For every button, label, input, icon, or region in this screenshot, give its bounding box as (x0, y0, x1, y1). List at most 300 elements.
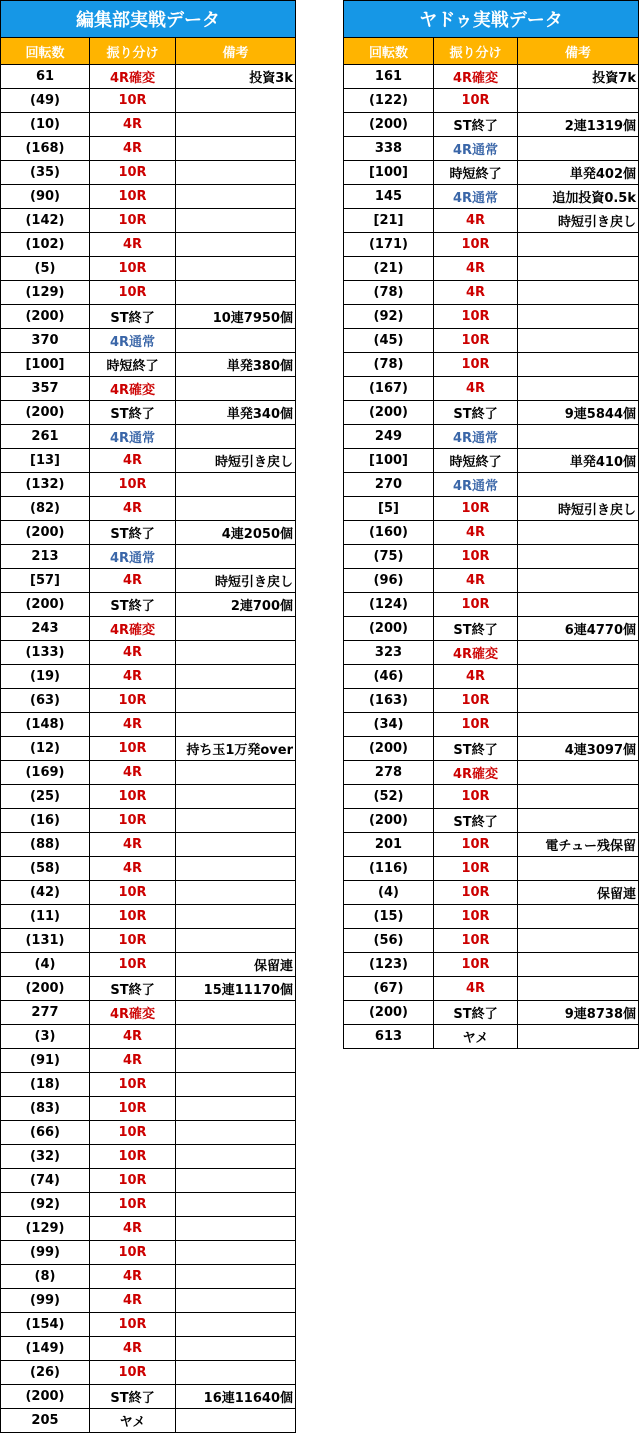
table-row (344, 521, 639, 545)
allocation-cell: 10R (90, 1121, 176, 1145)
spin-count-cell: (35) (1, 161, 90, 185)
note-cell: 追加投資0.5k (518, 185, 639, 209)
spin-count-cell: 261 (1, 425, 90, 449)
table-row (1, 521, 296, 545)
allocation-cell: 10R (434, 305, 518, 329)
spin-count-cell: (142) (1, 209, 90, 233)
table-row (1, 1337, 296, 1361)
spin-count-cell: (200) (344, 617, 434, 641)
note-cell (176, 641, 296, 665)
note-cell (176, 713, 296, 737)
allocation-cell: 10R (90, 953, 176, 977)
table-row (1, 1361, 296, 1385)
allocation-cell: 4R (434, 209, 518, 233)
note-cell (176, 617, 296, 641)
note-cell (176, 929, 296, 953)
allocation-cell: 10R (434, 785, 518, 809)
note-cell (176, 497, 296, 521)
spin-count-cell: [57] (1, 569, 90, 593)
table-row (1, 545, 296, 569)
allocation-cell: 10R (90, 161, 176, 185)
note-cell (176, 1001, 296, 1025)
note-cell (176, 1409, 296, 1433)
note-cell (176, 689, 296, 713)
note-cell (176, 1073, 296, 1097)
table-row (344, 761, 639, 785)
note-cell (176, 1313, 296, 1337)
spin-count-cell: (18) (1, 1073, 90, 1097)
allocation-cell: 10R (434, 929, 518, 953)
allocation-cell: 10R (90, 257, 176, 281)
spin-count-cell: (124) (344, 593, 434, 617)
note-cell: 4連2050個 (176, 521, 296, 545)
spin-count-cell: (200) (1, 521, 90, 545)
table-row (1, 305, 296, 329)
note-cell (518, 569, 639, 593)
allocation-cell: ST終了 (434, 1001, 518, 1025)
table-row (1, 1193, 296, 1217)
table-row (1, 401, 296, 425)
table-row (1, 809, 296, 833)
allocation-cell: 10R (90, 1361, 176, 1385)
column-header-spins: 回転数 (1, 38, 90, 65)
column-header-spins: 回転数 (344, 38, 434, 65)
spin-count-cell: (200) (1, 305, 90, 329)
allocation-cell: 4R通常 (434, 425, 518, 449)
note-cell: 投資7k (518, 65, 639, 89)
spin-count-cell: [100] (344, 161, 434, 185)
allocation-cell: 4R確変 (434, 641, 518, 665)
table-row (1, 617, 296, 641)
allocation-cell: 10R (90, 1241, 176, 1265)
allocation-cell: 10R (90, 1073, 176, 1097)
allocation-cell: 4R (90, 713, 176, 737)
note-cell (176, 281, 296, 305)
table-row (1, 113, 296, 137)
note-cell (518, 785, 639, 809)
spin-count-cell: (169) (1, 761, 90, 785)
table-row (1, 1097, 296, 1121)
table-row (344, 305, 639, 329)
note-cell: 時短引き戻し (176, 449, 296, 473)
table-row (1, 329, 296, 353)
table-row (1, 689, 296, 713)
table-title: ヤドゥ実戦データ (344, 1, 639, 38)
spin-count-cell: (63) (1, 689, 90, 713)
table-row (344, 641, 639, 665)
allocation-cell: 10R (434, 953, 518, 977)
note-cell: 電チュー残保留 (518, 833, 639, 857)
note-cell: 4連3097個 (518, 737, 639, 761)
allocation-cell: 4R (90, 857, 176, 881)
spin-count-cell: (75) (344, 545, 434, 569)
note-cell: 16連11640個 (176, 1385, 296, 1409)
table-row (344, 401, 639, 425)
note-cell (518, 929, 639, 953)
note-cell (176, 1337, 296, 1361)
spin-count-cell: (3) (1, 1025, 90, 1049)
table-row (1, 785, 296, 809)
spin-count-cell: 61 (1, 65, 90, 89)
table-row (1, 281, 296, 305)
spin-count-cell: (200) (1, 593, 90, 617)
note-cell: 保留連 (518, 881, 639, 905)
table-row (1, 473, 296, 497)
note-cell (518, 857, 639, 881)
table-row (1, 377, 296, 401)
spin-count-cell: (200) (344, 737, 434, 761)
spin-count-cell: 278 (344, 761, 434, 785)
note-cell (176, 1265, 296, 1289)
column-header-notes: 備考 (518, 38, 639, 65)
table-row (1, 1265, 296, 1289)
table-row (1, 89, 296, 113)
table-row (1, 233, 296, 257)
table-row (344, 977, 639, 1001)
allocation-cell: 10R (90, 737, 176, 761)
spin-count-cell: (52) (344, 785, 434, 809)
allocation-cell: 4R (434, 257, 518, 281)
table-body (1, 65, 296, 1433)
spin-count-cell: (8) (1, 1265, 90, 1289)
allocation-cell: 10R (90, 1313, 176, 1337)
spin-count-cell: (88) (1, 833, 90, 857)
note-cell: 10連7950個 (176, 305, 296, 329)
spin-count-cell: 370 (1, 329, 90, 353)
spin-count-cell: 277 (1, 1001, 90, 1025)
spin-count-cell: 205 (1, 1409, 90, 1433)
note-cell (176, 113, 296, 137)
allocation-cell: 10R (90, 929, 176, 953)
note-cell (518, 473, 639, 497)
table-row (1, 497, 296, 521)
table-row (344, 785, 639, 809)
spin-count-cell: 243 (1, 617, 90, 641)
allocation-cell: 10R (90, 785, 176, 809)
note-cell (518, 953, 639, 977)
table-row (344, 89, 639, 113)
note-cell (176, 425, 296, 449)
table-row (344, 209, 639, 233)
table-row (344, 689, 639, 713)
table-row (1, 905, 296, 929)
note-cell (518, 425, 639, 449)
spin-count-cell: (92) (344, 305, 434, 329)
allocation-cell: 10R (434, 233, 518, 257)
allocation-cell: 10R (434, 545, 518, 569)
spin-count-cell: (32) (1, 1145, 90, 1169)
note-cell (176, 809, 296, 833)
note-cell (176, 1361, 296, 1385)
table-row (1, 137, 296, 161)
allocation-cell: 10R (90, 1193, 176, 1217)
note-cell (518, 521, 639, 545)
note-cell (518, 257, 639, 281)
note-cell (176, 881, 296, 905)
spin-count-cell: (90) (1, 185, 90, 209)
table-row (1, 1169, 296, 1193)
note-cell (518, 137, 639, 161)
spin-count-cell: (200) (1, 977, 90, 1001)
table-row (1, 1001, 296, 1025)
allocation-cell: 10R (434, 833, 518, 857)
spin-count-cell: (91) (1, 1049, 90, 1073)
allocation-cell: 4R (90, 1265, 176, 1289)
spin-count-cell: [5] (344, 497, 434, 521)
note-cell (518, 593, 639, 617)
table-row (1, 569, 296, 593)
spin-count-cell: (131) (1, 929, 90, 953)
table-row (344, 329, 639, 353)
note-cell: 投資3k (176, 65, 296, 89)
spin-count-cell: (74) (1, 1169, 90, 1193)
spin-count-cell: 145 (344, 185, 434, 209)
table-row (1, 641, 296, 665)
allocation-cell: 4R (434, 377, 518, 401)
spin-count-cell: (200) (344, 1001, 434, 1025)
spin-count-cell: (26) (1, 1361, 90, 1385)
table-row (1, 1217, 296, 1241)
note-cell (176, 209, 296, 233)
note-cell (518, 353, 639, 377)
note-cell (518, 545, 639, 569)
spin-count-cell: (129) (1, 281, 90, 305)
note-cell (176, 833, 296, 857)
table-row (1, 953, 296, 977)
note-cell (176, 1049, 296, 1073)
spin-count-cell: (92) (1, 1193, 90, 1217)
table-row (1, 1313, 296, 1337)
spin-count-cell: (4) (1, 953, 90, 977)
table-row (1, 65, 296, 89)
note-cell (518, 689, 639, 713)
spin-count-cell: (99) (1, 1289, 90, 1313)
spin-count-cell: (122) (344, 89, 434, 113)
allocation-cell: 4R通常 (434, 137, 518, 161)
spin-count-cell: (83) (1, 1097, 90, 1121)
allocation-cell: 4R (90, 1217, 176, 1241)
allocation-cell: 10R (90, 473, 176, 497)
table-row (1, 449, 296, 473)
note-cell (176, 137, 296, 161)
allocation-cell: 4R通常 (90, 329, 176, 353)
allocation-cell: 10R (90, 905, 176, 929)
table-row (344, 737, 639, 761)
note-cell (176, 1217, 296, 1241)
table-body (344, 65, 639, 1049)
allocation-cell: 時短終了 (90, 353, 176, 377)
table-row (344, 713, 639, 737)
note-cell (518, 89, 639, 113)
note-cell (518, 761, 639, 785)
spin-count-cell: (11) (1, 905, 90, 929)
note-cell (176, 1193, 296, 1217)
allocation-cell: 4R (90, 833, 176, 857)
table-row (344, 281, 639, 305)
spin-count-cell: 201 (344, 833, 434, 857)
note-cell (176, 1025, 296, 1049)
note-cell (518, 809, 639, 833)
note-cell (176, 161, 296, 185)
spin-count-cell: 323 (344, 641, 434, 665)
note-cell (176, 473, 296, 497)
spin-count-cell: (45) (344, 329, 434, 353)
column-header-allocation: 振り分け (90, 38, 176, 65)
allocation-cell: ST終了 (90, 521, 176, 545)
spin-count-cell: 357 (1, 377, 90, 401)
allocation-cell: 10R (90, 809, 176, 833)
allocation-cell: 時短終了 (434, 449, 518, 473)
note-cell (176, 545, 296, 569)
spin-count-cell: (66) (1, 1121, 90, 1145)
table-row (1, 857, 296, 881)
column-header-notes: 備考 (176, 38, 296, 65)
table-row (1, 833, 296, 857)
allocation-cell: ST終了 (90, 977, 176, 1001)
allocation-cell: ヤメ (90, 1409, 176, 1433)
allocation-cell: 10R (90, 1145, 176, 1169)
allocation-cell: 10R (90, 89, 176, 113)
table-row (344, 905, 639, 929)
allocation-cell: 10R (90, 185, 176, 209)
note-cell: 時短引き戻し (518, 209, 639, 233)
spin-count-cell: (163) (344, 689, 434, 713)
allocation-cell: 4R確変 (434, 761, 518, 785)
note-cell (176, 905, 296, 929)
spin-count-cell: (25) (1, 785, 90, 809)
spin-count-cell: (149) (1, 1337, 90, 1361)
note-cell: 単発340個 (176, 401, 296, 425)
table-row (1, 1121, 296, 1145)
allocation-cell: 4R (90, 113, 176, 137)
allocation-cell: ST終了 (90, 593, 176, 617)
spin-count-cell: (4) (344, 881, 434, 905)
spin-count-cell: (123) (344, 953, 434, 977)
allocation-cell: 4R (90, 1337, 176, 1361)
note-cell (176, 329, 296, 353)
spin-count-cell: (200) (1, 401, 90, 425)
note-cell (176, 761, 296, 785)
note-cell (518, 281, 639, 305)
allocation-cell: 4R通常 (434, 473, 518, 497)
allocation-cell: 4R通常 (90, 425, 176, 449)
table-row (1, 1385, 296, 1409)
spin-count-cell: 613 (344, 1025, 434, 1049)
table-row (1, 353, 296, 377)
allocation-cell: 4R (90, 1049, 176, 1073)
table-row (344, 1001, 639, 1025)
spin-count-cell: (200) (344, 401, 434, 425)
table-row (344, 545, 639, 569)
spin-count-cell: (116) (344, 857, 434, 881)
spin-count-cell: (132) (1, 473, 90, 497)
note-cell (176, 185, 296, 209)
spin-count-cell: (56) (344, 929, 434, 953)
allocation-cell: 4R (434, 569, 518, 593)
table-row (344, 185, 639, 209)
table-row (1, 1073, 296, 1097)
spin-count-cell: (133) (1, 641, 90, 665)
note-cell (176, 1121, 296, 1145)
note-cell (176, 377, 296, 401)
note-cell (518, 233, 639, 257)
spin-count-cell: (168) (1, 137, 90, 161)
note-cell (176, 857, 296, 881)
allocation-cell: 10R (90, 1169, 176, 1193)
allocation-cell: 4R (434, 281, 518, 305)
table-row (344, 137, 639, 161)
spin-count-cell: (12) (1, 737, 90, 761)
column-header-allocation: 振り分け (434, 38, 518, 65)
allocation-cell: 10R (434, 857, 518, 881)
spin-count-cell: 213 (1, 545, 90, 569)
note-cell: 時短引き戻し (518, 497, 639, 521)
allocation-cell: ST終了 (434, 737, 518, 761)
note-cell (176, 89, 296, 113)
spin-count-cell: [100] (344, 449, 434, 473)
table-row (1, 1409, 296, 1433)
spin-count-cell: (16) (1, 809, 90, 833)
allocation-cell: ST終了 (90, 305, 176, 329)
note-cell: 2連700個 (176, 593, 296, 617)
spin-count-cell: (96) (344, 569, 434, 593)
table-row (344, 809, 639, 833)
spin-count-cell: 161 (344, 65, 434, 89)
note-cell: 6連4770個 (518, 617, 639, 641)
allocation-cell: 4R確変 (90, 377, 176, 401)
allocation-cell: 4R (90, 761, 176, 785)
allocation-cell: 4R (90, 665, 176, 689)
note-cell (176, 257, 296, 281)
allocation-cell: 4R通常 (434, 185, 518, 209)
note-cell (518, 329, 639, 353)
allocation-cell: 10R (90, 881, 176, 905)
table-row (344, 65, 639, 89)
table-row (344, 1025, 639, 1049)
allocation-cell: ST終了 (434, 617, 518, 641)
allocation-cell: 4R確変 (90, 65, 176, 89)
table-row (1, 593, 296, 617)
table-row (344, 617, 639, 641)
table-row (1, 425, 296, 449)
spin-count-cell: (82) (1, 497, 90, 521)
spin-count-cell: 338 (344, 137, 434, 161)
allocation-cell: 4R (434, 521, 518, 545)
allocation-cell: 4R確変 (90, 1001, 176, 1025)
yadu-data-table (343, 0, 639, 1049)
note-cell (176, 1289, 296, 1313)
spin-count-cell: (67) (344, 977, 434, 1001)
allocation-cell: 10R (90, 281, 176, 305)
spin-count-cell: (78) (344, 353, 434, 377)
note-cell: 単発380個 (176, 353, 296, 377)
allocation-cell: 4R確変 (90, 617, 176, 641)
table-row (1, 209, 296, 233)
allocation-cell: ST終了 (434, 809, 518, 833)
allocation-cell: 10R (434, 329, 518, 353)
table-row (344, 473, 639, 497)
table-row (344, 953, 639, 977)
note-cell (518, 305, 639, 329)
allocation-cell: 4R (90, 1289, 176, 1313)
allocation-cell: 時短終了 (434, 161, 518, 185)
note-cell: 持ち玉1万発over (176, 737, 296, 761)
note-cell (176, 785, 296, 809)
note-cell: 9連5844個 (518, 401, 639, 425)
allocation-cell: 10R (434, 593, 518, 617)
table-row (1, 977, 296, 1001)
spin-count-cell: (171) (344, 233, 434, 257)
